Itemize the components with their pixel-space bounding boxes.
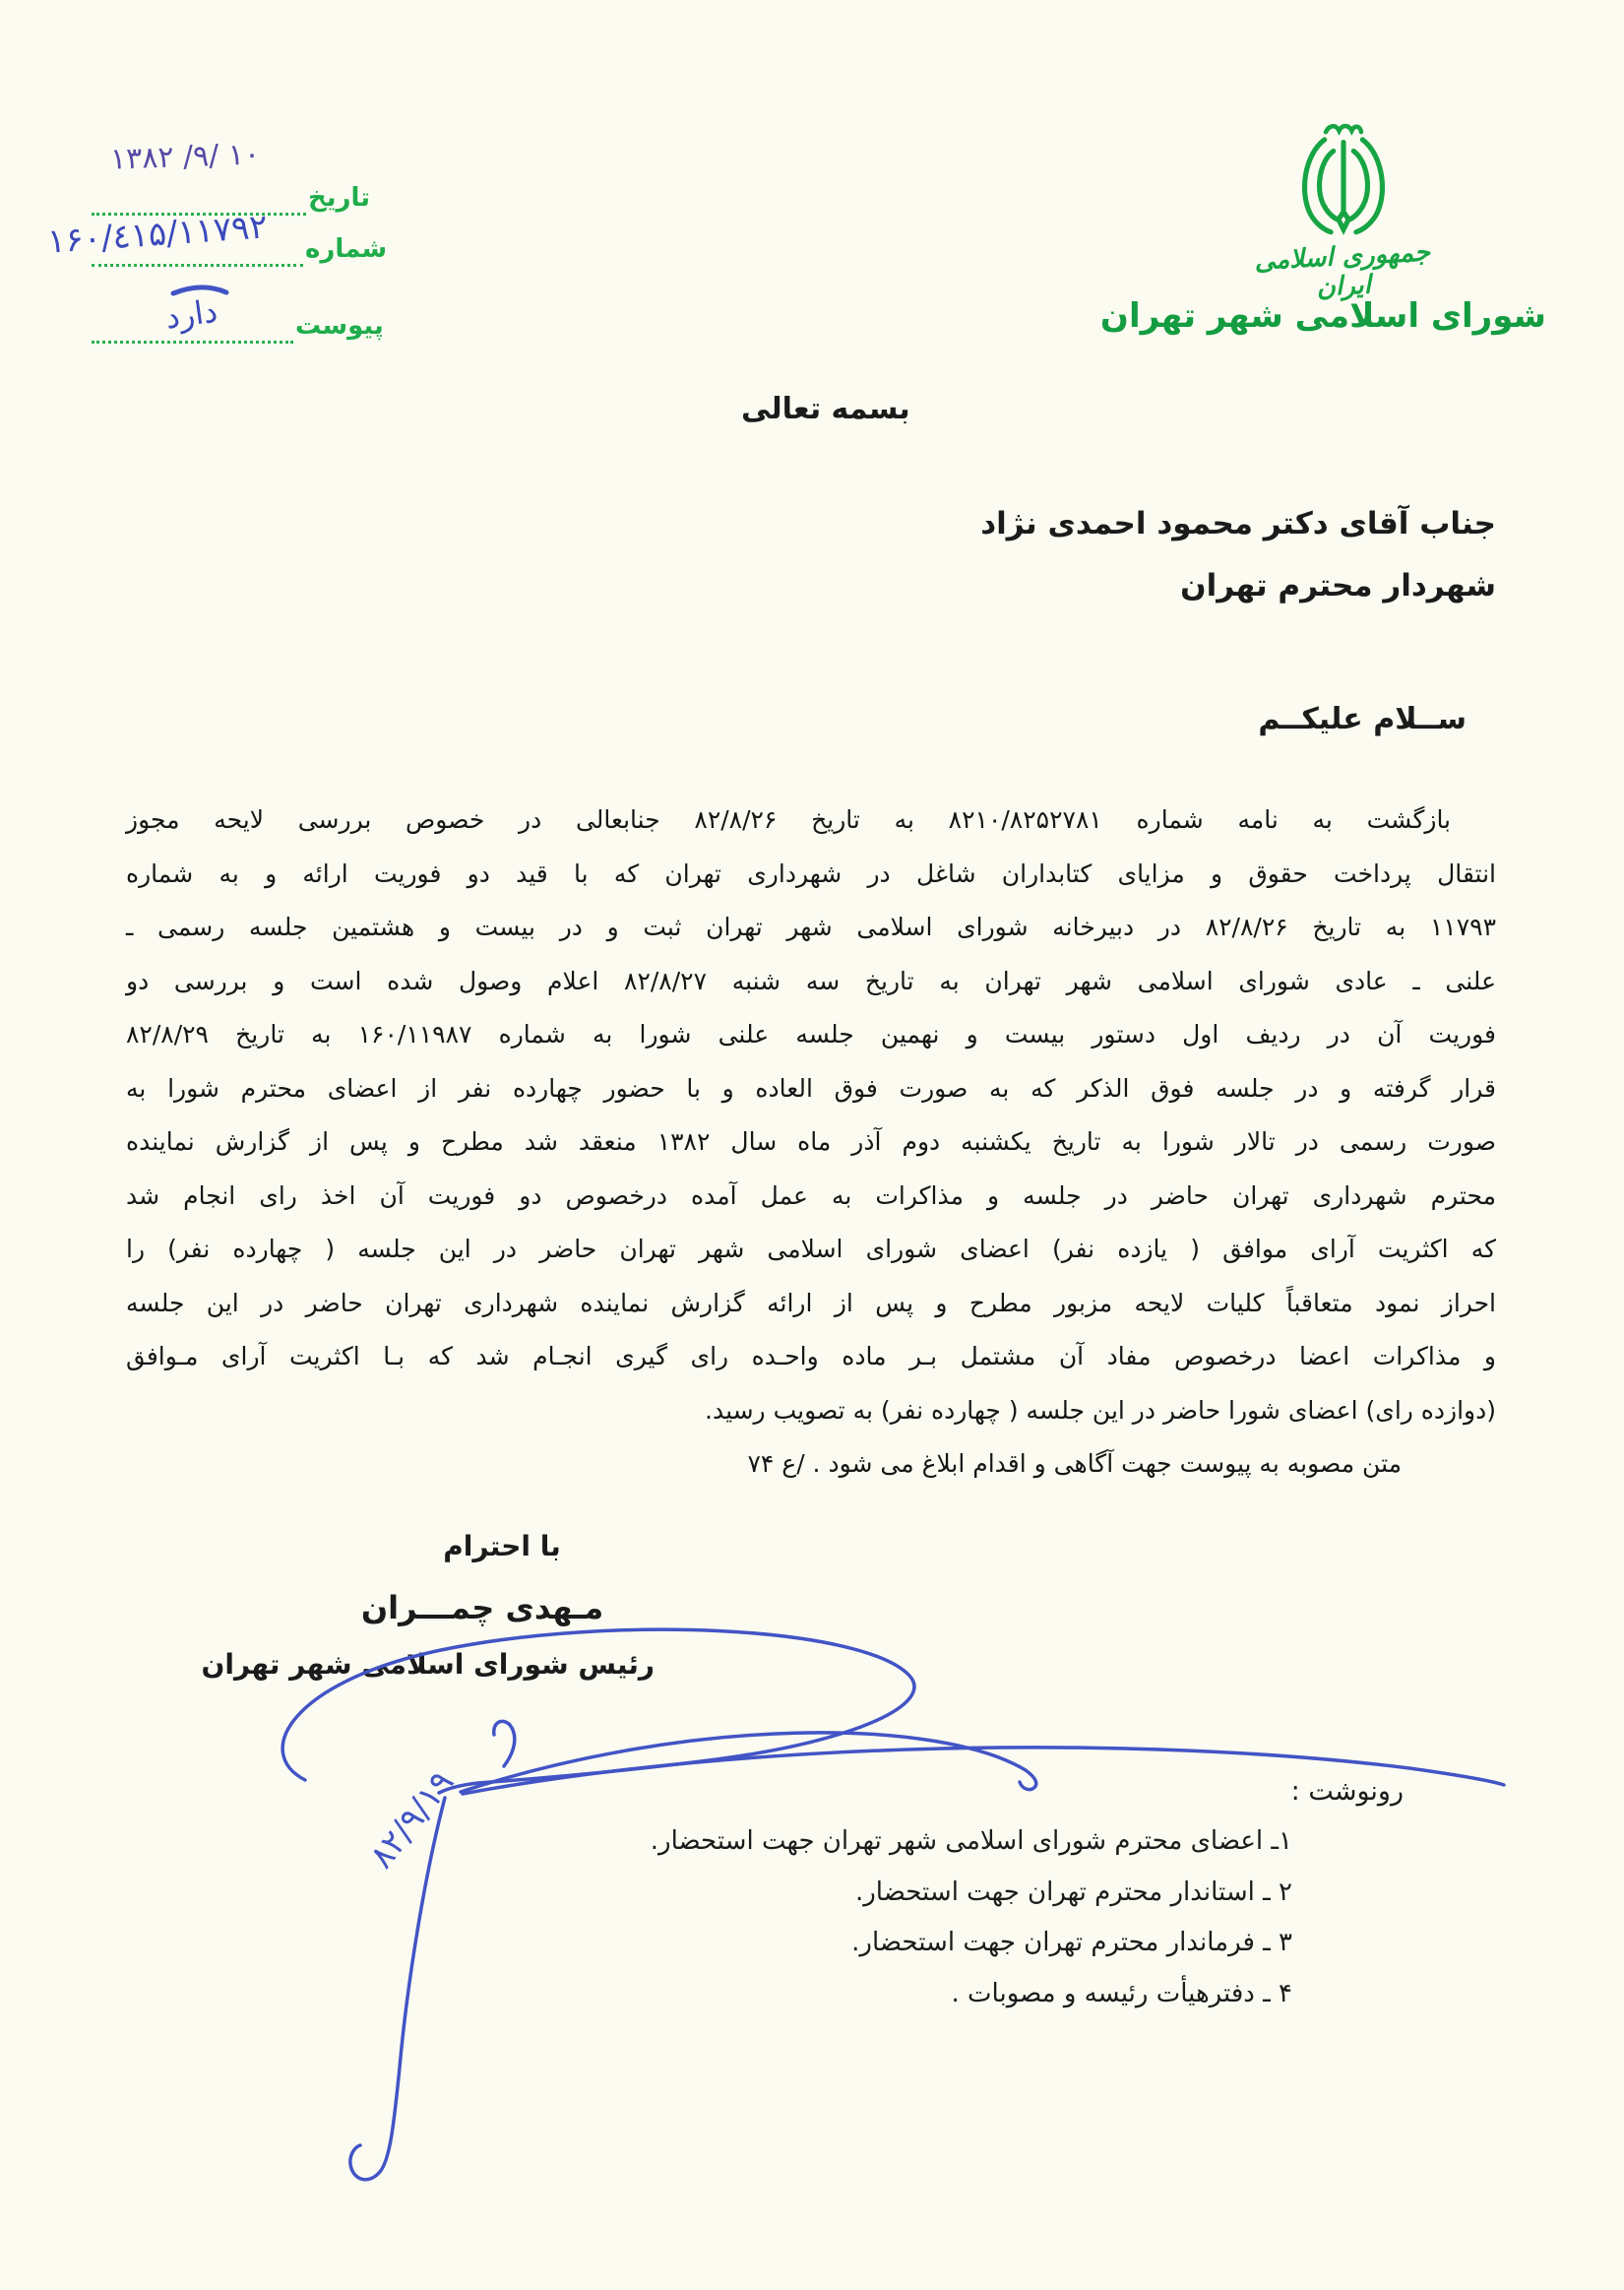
body-line: که اکثریت آرای موافق ( یازده نفر) اعضای شورای اسلامی شهر تهران حاضر در این جلسه ( چهارده نفر) را bbox=[126, 1235, 1496, 1263]
cc-label: رونوشت : bbox=[1290, 1776, 1404, 1807]
closing-respect: با احترام bbox=[443, 1530, 561, 1562]
salutation: ســلام علیکــم bbox=[1258, 702, 1467, 736]
recipient-block bbox=[980, 493, 1496, 617]
body-line: محترم شهرداری تهران حاضر در جلسه و مذاکرات به عمل آمده درخصوص دو فوریت آن اخذ رای انجام شد bbox=[126, 1180, 1496, 1210]
body-line: انتقال پرداخت حقوق و مزایای کتابداران شاغل در شهرداری تهران که با قید دو فوریت ارائه و به شماره bbox=[126, 859, 1496, 888]
body-line: فوریت آن در ردیف اول دستور بیست و نهمین جلسه علنی شورا به شماره ۱۶۰/۱۱۹۸۷ به تاریخ ۸۲/۸/۲۹ bbox=[126, 1020, 1496, 1049]
cc-list bbox=[651, 1816, 1292, 2019]
body-line: علنی ـ عادی شورای اسلامی شهر تهران به تاریخ سه شنبه ۸۲/۸/۲۷ اعلام وصول شده است و بررسی دو bbox=[126, 966, 1497, 995]
cc-item: ۴ ـ دفترهیأت رئیسه و مصوبات . bbox=[951, 1978, 1292, 2008]
body-line: احراز نمود متعاقباً کلیات لایحه مزبور مطرح و پس از ارائه گزارش نماینده شهرداری تهران حاضر در این جلسه bbox=[126, 1288, 1496, 1317]
signature-handwritten-date: ۸۲/۹/۱۹ bbox=[361, 1762, 463, 1877]
cc-item: ۲ ـ استاندار محترم تهران جهت استحضار. bbox=[854, 1877, 1292, 1907]
attachment-handwritten-value: دارد bbox=[162, 291, 220, 337]
number-dotted-line bbox=[92, 264, 303, 267]
body-postscript-line: متن مصوبه به پیوست جهت آگاهی و اقدام ابلاغ می شود . /ع ۷۴ bbox=[747, 1449, 1402, 1478]
body-line: بازگشت به نامه شماره ۸۲۱۰/۸۲۵۲۷۸۱ به تاریخ ۸۲/۸/۲۶ جنابعالی در خصوص بررسی لایحه مجوز bbox=[126, 805, 1452, 834]
signer-name: مـهدی چمـــران bbox=[360, 1589, 604, 1626]
org-name: شورای اسلامی شهر تهران bbox=[1099, 296, 1546, 336]
recipient-name: جناب آقای دکتر محمود احمدی نژاد bbox=[980, 506, 1496, 541]
besmeleh-heading: بسمه تعالی bbox=[741, 392, 910, 426]
cc-item: ۳ ـ فرماندار محترم تهران جهت استحضار. bbox=[851, 1928, 1292, 1957]
attachment-label: پیوست bbox=[295, 311, 384, 341]
recipient-title: شهردار محترم تهران bbox=[1180, 568, 1496, 604]
letter-body bbox=[126, 794, 1496, 1492]
number-handwritten-value: ۱۶۰/٤۱۵/۱۱۷۹۲ bbox=[45, 207, 269, 262]
cc-item: ۱ـ اعضای محترم شورای اسلامی شهر تهران جهت استحضار. bbox=[650, 1826, 1292, 1856]
number-label: شماره bbox=[305, 234, 388, 264]
attachment-dotted-line bbox=[92, 341, 293, 344]
date-handwritten-value: ۱۳۸۲ /۹/ ۱۰ bbox=[109, 137, 261, 177]
body-line: ۱۱۷۹۳ به تاریخ ۸۲/۸/۲۶ در دبیرخانه شورای اسلامی شهر تهران ثبت و در بیست و هشتمین جلسه رسمی ـ bbox=[126, 913, 1496, 941]
body-line: و مذاکرات اعضا درخصوص مفاد آن مشتمل بـر ماده واحـده رای گیری انجـام شد که بـا اکثریت آرای مـوافق bbox=[126, 1342, 1496, 1370]
republic-calligraphy: جمهوری اسلامی ایران bbox=[1253, 237, 1431, 303]
iran-emblem-icon bbox=[1280, 118, 1407, 242]
date-label: تاریخ bbox=[308, 183, 370, 213]
body-line: (دوازده رای) اعضای شورا حاضر در این جلسه ( چهارده نفر) به تصویب رسید. bbox=[705, 1395, 1496, 1425]
signer-title: رئیس شورای اسلامی شهر تهران bbox=[201, 1648, 655, 1681]
body-line: صورت رسمی در تالار شورا به تاریخ یکشنبه دوم آذر ماه سال ۱۳۸۲ منعقد شد مطرح و پس از گزارش نماینده bbox=[126, 1127, 1496, 1156]
body-line: قرار گرفته و در جلسه فوق الذکر که به صورت فوق العاده و با حضور چهارده نفر از اعضای محترم شورا به bbox=[126, 1073, 1496, 1103]
